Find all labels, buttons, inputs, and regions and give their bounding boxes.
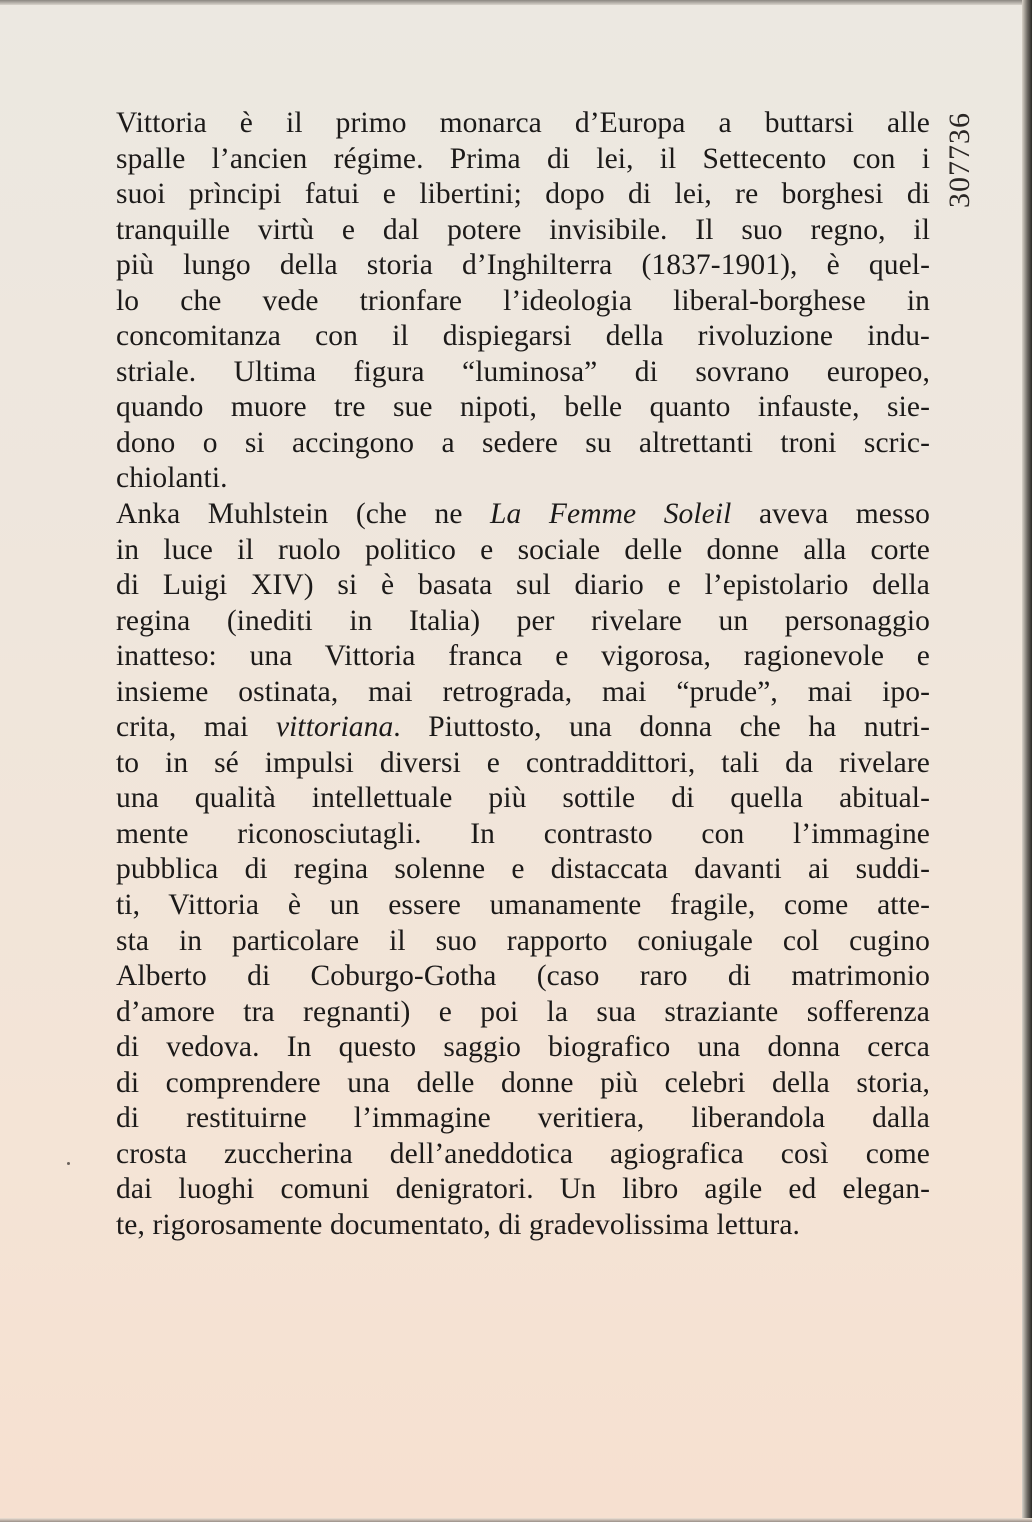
blurb-line [116,1066,930,1102]
blurb-text-segment: più lungo della storia d’Inghilterra (1837-1901), è quel- [116,249,930,282]
blurb-line [116,355,930,391]
blurb-line [116,852,930,888]
blurb-text-segment: di vedova. In questo saggio biografico una donna cerca [116,1031,930,1064]
blurb-text-segment: insieme ostinata, mai retrograda, mai “prude”, mai ipo- [116,675,930,708]
blurb-line [116,1030,930,1066]
blurb-text-segment: tranquille virtù e dal potere invisibile. Il suo regno, il [116,213,930,246]
blurb-line [116,533,930,569]
blurb-text-segment: dono o si accingono a sedere su altrettanti troni scric- [116,426,930,459]
blurb-text-segment: in luce il ruolo politico e sociale delle donne alla corte [116,533,930,566]
blurb-line [116,1172,930,1208]
blurb-text-segment: regina (inediti in Italia) per rivelare un personaggio [116,604,930,637]
blurb-line [116,390,930,426]
blurb-text-segment: sta in particolare il suo rapporto coniugale col cugino [116,924,930,957]
blurb-line [116,284,930,320]
blurb-text-segment: Vittoria è il primo monarca d’Europa a buttarsi alle [116,107,930,139]
blurb-line [116,106,930,142]
cover-bottom-edge [0,1518,1032,1522]
blurb-line [116,639,930,675]
blurb-line [116,604,930,640]
blurb-line [116,1101,930,1137]
blurb-text-segment: suoi prìncipi fatui e libertini; dopo di lei, re borghesi di [116,178,930,211]
blurb-line [116,817,930,853]
blurb-text-segment: lo che vede trionfare l’ideologia liberal-borghese in [116,284,930,317]
blurb-text-segment: di Luigi XIV) si è basata sul diario e l’epistolario della [116,569,930,602]
blurb-line [116,213,930,249]
blurb-text-segment: ti, Vittoria è un essere umanamente fragile, come atte- [116,889,930,922]
blurb-text-segment: Anka Muhlstein (che ne [116,498,491,531]
blurb-text-segment: di comprendere una delle donne più celebri della storia, [116,1066,930,1099]
blurb-text-segment: . Piuttosto, una donna che ha nutri- [393,711,931,744]
blurb-text-segment: crita, mai [116,711,276,744]
blurb-line [116,995,930,1031]
blurb-text-segment: dai luoghi comuni denigratori. Un libro agile ed elegan- [116,1173,930,1206]
blurb-line [116,675,930,711]
blurb-line [116,177,930,213]
blurb-line [116,426,930,462]
blurb-text-segment: spalle l’ancien régime. Prima di lei, il Settecento con i [116,142,930,175]
blurb-text-segment: di restituirne l’immagine veritiera, liberandola dalla [116,1102,930,1135]
blurb-line [116,461,930,497]
blurb-text-segment: quando muore tre sue nipoti, belle quanto infauste, sie- [116,391,930,424]
blurb-line [116,959,930,995]
blurb-text-segment: striale. Ultima figura “luminosa” di sovrano europeo, [116,355,930,388]
blurb-text-segment: chiolanti. [116,462,228,495]
blurb-line [116,497,930,533]
blurb-line [116,710,930,746]
blurb-line [116,924,930,960]
blurb-text-segment: mente riconosciutagli. In contrasto con l’immagine [116,817,930,850]
blurb-text-segment: te, rigorosamente documentato, di gradevolissima lettura. [116,1208,800,1241]
blurb-text [116,106,930,1244]
blurb-text-segment: d’amore tra regnanti) e poi la sua straziante sofferenza [116,995,930,1028]
blurb-line [116,142,930,178]
blurb-text-segment: crosta zuccherina dell’aneddotica agiografica così come [116,1137,930,1170]
blurb-text-segment: to in sé impulsi diversi e contraddittori, tali da rivelare [116,746,930,779]
cover-spine-edge [1022,0,1032,1522]
blurb-text-segment: una qualità intellettuale più sottile di quella abitual- [116,782,930,815]
italic-title-text: vittoriana [275,711,394,744]
blurb-line [116,746,930,782]
blurb-text-segment: inatteso: una Vittoria franca e vigorosa, ragionevole e [116,640,930,673]
blurb-line [116,888,930,924]
blurb-line [116,1137,930,1173]
blurb-text-segment: concomitanza con il dispiegarsi della rivoluzione indu- [116,320,930,353]
blurb-text-segment: Alberto di Coburgo-Gotha (caso raro di matrimonio [116,960,930,993]
print-speck [67,1162,70,1165]
blurb-line [116,1208,930,1244]
catalog-number: 307736 [943,112,976,208]
blurb-text-segment: pubblica di regina solenne e distaccata davanti ai suddi- [116,853,930,886]
italic-title-text: La Femme Soleil [490,498,732,531]
cover-top-edge [0,0,1032,5]
blurb-line [116,781,930,817]
blurb-line [116,568,930,604]
blurb-text-segment: aveva messo [731,498,931,531]
blurb-line [116,248,930,284]
blurb-line [116,319,930,355]
